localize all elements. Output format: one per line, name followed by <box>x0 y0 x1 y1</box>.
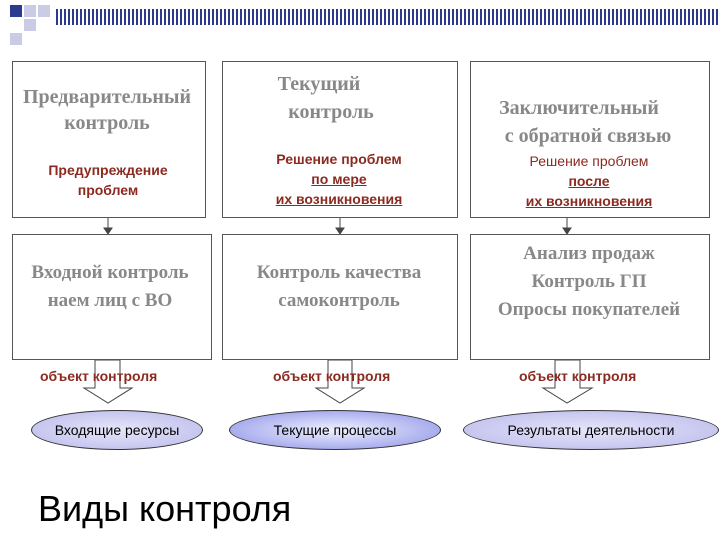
stage-title-final: Заключительный с обратной связью <box>499 97 672 147</box>
slide-title: Виды контроля <box>38 488 292 529</box>
stage-note-final: Решение проблем после их возникновения <box>525 153 653 209</box>
object-current-processes <box>229 410 441 450</box>
object-label-current: объект контроля <box>273 368 391 384</box>
object-current-processes-label: Текущие процессы <box>273 422 397 438</box>
stage-note-preliminary: Предупреждение проблем <box>48 162 168 198</box>
methods-preliminary: Входной контроль наем лиц с ВО <box>31 262 189 311</box>
stage-title-current: Текущий контроль <box>277 73 374 123</box>
object-results-label: Результаты деятельности <box>507 422 675 438</box>
object-results <box>463 410 719 450</box>
stage-note-current: Решение проблем по мере их возникновения <box>275 151 403 207</box>
object-incoming-resources-label: Входящие ресурсы <box>54 422 180 438</box>
object-label-preliminary: объект контроля <box>40 368 158 384</box>
stage-title-preliminary: Предварительный контроль <box>22 86 192 134</box>
methods-final: Анализ продаж Контроль ГП Опросы покупателей <box>497 243 681 320</box>
object-label-final: объект контроля <box>519 368 637 384</box>
methods-current: Контроль качества самоконтроль <box>256 262 422 311</box>
object-incoming-resources <box>31 410 203 450</box>
